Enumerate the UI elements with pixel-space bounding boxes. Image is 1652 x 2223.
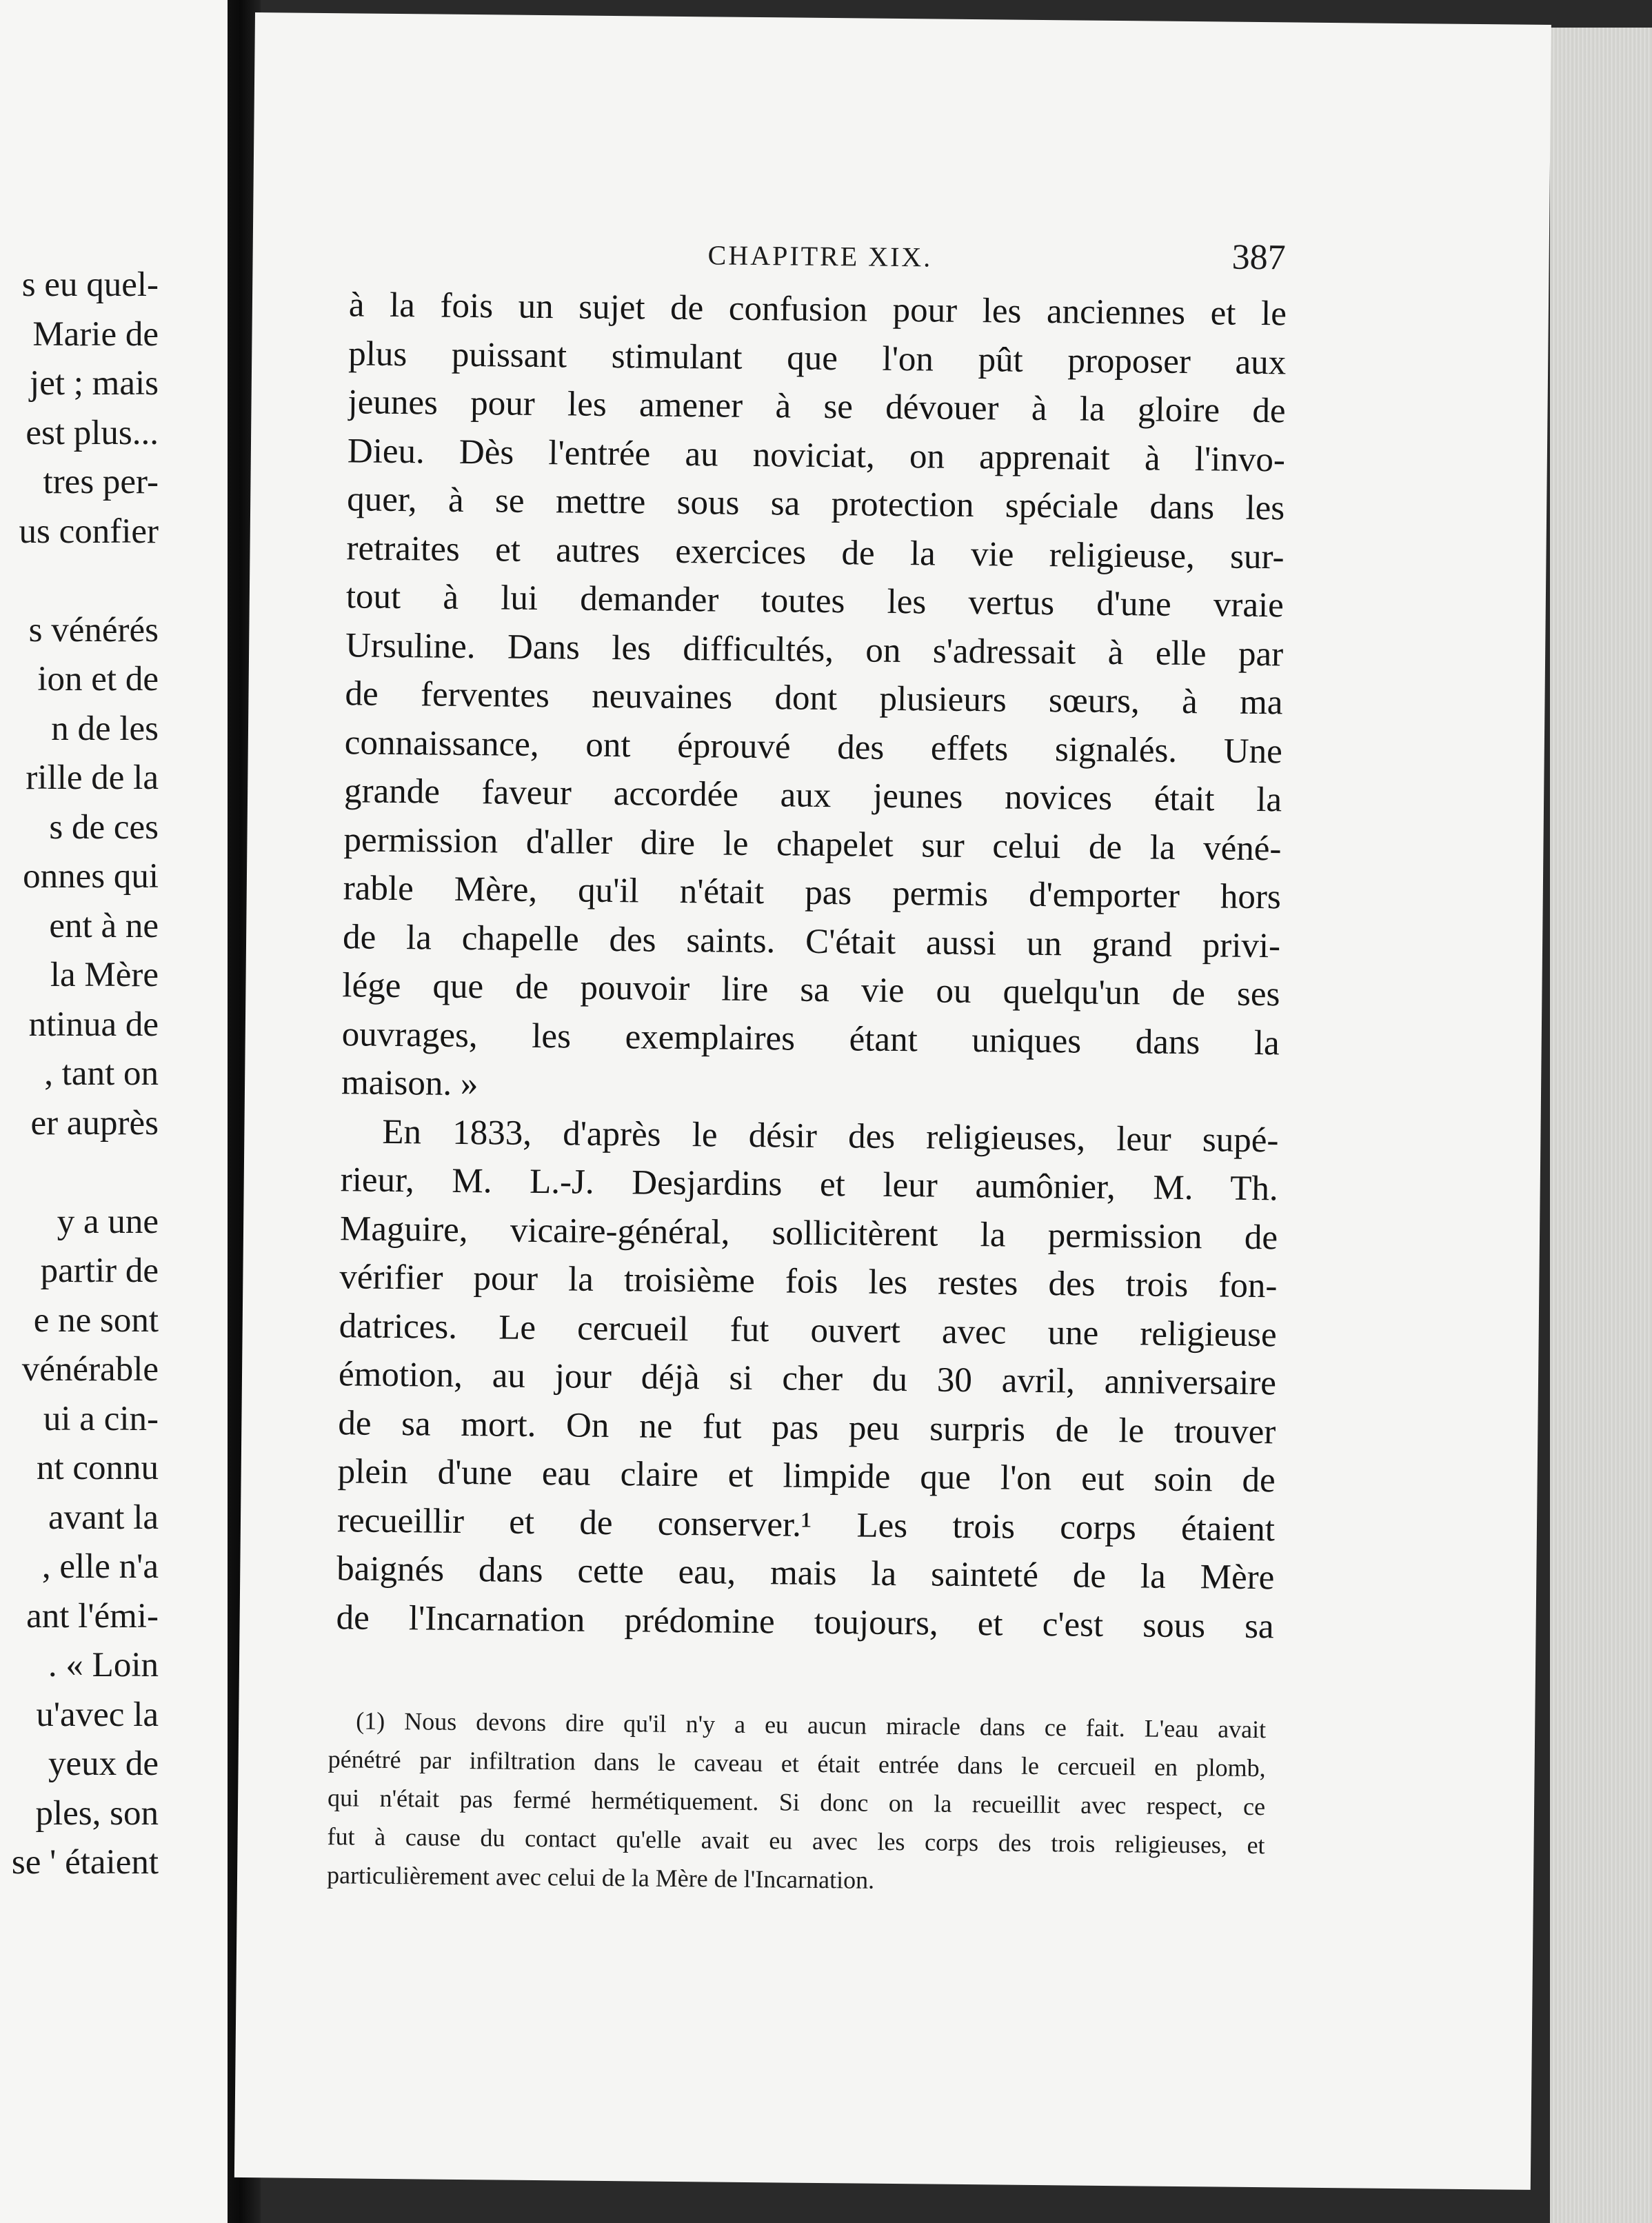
left-line: tres per-	[43, 463, 159, 501]
body-text	[336, 281, 1287, 1651]
left-line: , elle n'a	[41, 1547, 159, 1586]
footnote-line: fut à cause du contact qu'elle avait eu avec les corps des trois religieuses, et	[327, 1822, 1265, 1860]
left-line: ples, son	[35, 1793, 159, 1833]
left-line: s vénérés	[28, 610, 159, 650]
left-line: partir de	[40, 1251, 159, 1290]
left-line: yeux de	[48, 1744, 159, 1783]
text-line: connaissance, ont éprouvé des effets signalés. Une	[344, 723, 1283, 771]
left-line: se ' étaient	[11, 1843, 159, 1882]
text-line: émotion, au jour déjà si cher du 30 avril, anniversaire	[338, 1355, 1277, 1403]
text-line: recueillir et de conserver.¹ Les trois corps étaient	[336, 1500, 1276, 1549]
left-line: u'avec la	[36, 1695, 159, 1734]
left-line: Marie de	[32, 314, 159, 354]
left-line: nt connu	[36, 1449, 159, 1487]
left-line: s eu quel-	[21, 265, 159, 304]
left-line-gap	[0, 556, 228, 606]
page-edges	[1550, 28, 1652, 2223]
left-line: est plus...	[26, 413, 159, 452]
text-line: vérifier pour la troisième fois les restes des trois fon-	[339, 1258, 1278, 1306]
text-line: plein d'une eau claire et limpide que l'on eut soin de	[337, 1452, 1276, 1500]
left-line: er auprès	[30, 1103, 159, 1143]
left-line: , tant on	[44, 1054, 159, 1093]
text-line: de l'Incarnation prédomine toujours, et c'est sous sa	[336, 1598, 1274, 1646]
left-line: jet ; mais	[30, 364, 159, 403]
footnote-line: (1) Nous devons dire qu'il n'y a eu aucun miracle dans ce fait. L'eau avait	[356, 1707, 1267, 1744]
left-facing-page	[0, 0, 233, 2223]
left-line: onnes qui	[23, 857, 159, 896]
left-line: la Mère	[50, 956, 159, 994]
page-header	[252, 228, 1549, 281]
left-line: ent à ne	[49, 906, 159, 945]
left-line: ntinua de	[28, 1005, 159, 1044]
left-line: avant la	[48, 1498, 159, 1537]
footnote-line: particulièrement avec celui de la Mère de l'Incarnation.	[326, 1861, 875, 1894]
text-line: Maguire, vicaire-général, sollicitèrent la permission de	[339, 1209, 1278, 1257]
text-line: rieur, M. L.-J. Desjardins et leur aumônier, M. Th.	[340, 1160, 1278, 1209]
text-line: ouvrages, les exemplaires étant uniques dans la	[341, 1014, 1280, 1063]
text-line: permission d'aller dire le chapelet sur celui de la véné-	[343, 820, 1282, 868]
text-line: à la fois un sujet de confusion pour les anciennes et le	[348, 285, 1287, 334]
left-line: vénérable	[21, 1350, 159, 1389]
text-line: de ferventes neuvaines dont plusieurs sœurs, à ma	[345, 674, 1283, 723]
page-number: 387	[1231, 237, 1286, 278]
left-line: ui a cin-	[43, 1399, 159, 1438]
text-line: Ursuline. Dans les difficultés, on s'adressait à elle par	[345, 625, 1284, 674]
left-line: . « Loin	[48, 1646, 159, 1684]
footnote	[327, 1701, 1267, 1903]
left-line: rille de la	[26, 758, 159, 797]
left-line-gap	[0, 1148, 228, 1198]
left-line: us confier	[19, 512, 159, 551]
text-line: tout à lui demander toutes les vertus d'une vraie	[345, 577, 1285, 625]
left-line: s de ces	[49, 807, 159, 847]
text-line: baignés dans cette eau, mais la sainteté de la Mère	[336, 1549, 1275, 1598]
left-line: e ne sont	[33, 1300, 159, 1340]
text-line: Dieu. Dès l'entrée au noviciat, on apprenait à l'invo-	[347, 431, 1286, 479]
text-line: lége que de pouvoir lire sa vie ou quelqu'un de ses	[342, 966, 1280, 1014]
footnote-line: qui n'était pas fermé hermétiquement. Si donc on la recueillit avec respect, ce	[327, 1784, 1266, 1821]
text-line: de sa mort. On ne fut pas peu surpris de le trouver	[338, 1403, 1276, 1451]
text-line: rable Mère, qu'il n'était pas permis d'emporter hors	[343, 869, 1282, 917]
text-line: jeunes pour les amener à se dévouer à la gloire de	[347, 383, 1286, 431]
text-line: datrices. Le cercueil fut ouvert avec une religieuse	[339, 1306, 1277, 1354]
text-line: quer, à se mettre sous sa protection spéciale dans les	[346, 480, 1285, 528]
left-line: ant l'émi-	[26, 1596, 159, 1636]
left-line: ion et de	[37, 660, 159, 698]
running-head: CHAPITRE XIX.	[707, 239, 933, 273]
left-line: y a une	[57, 1202, 159, 1241]
left-line: n de les	[51, 709, 159, 748]
left-page-text	[0, 261, 228, 1888]
main-page	[234, 12, 1551, 2190]
text-line: maison. »	[341, 1063, 479, 1104]
footnote-line: pénétré par infiltration dans le caveau et était entrée dans le cercueil en plomb,	[328, 1745, 1266, 1782]
text-line: En 1833, d'après le désir des religieuses, leur supé-	[382, 1112, 1279, 1160]
text-line: retraites et autres exercices de la vie religieuse, sur-	[346, 528, 1285, 576]
text-line: grande faveur accordée aux jeunes novices était la	[343, 772, 1282, 820]
text-line: plus puissant stimulant que l'on pût proposer aux	[347, 334, 1287, 382]
text-line: de la chapelle des saints. C'était aussi un grand privi-	[342, 917, 1281, 965]
